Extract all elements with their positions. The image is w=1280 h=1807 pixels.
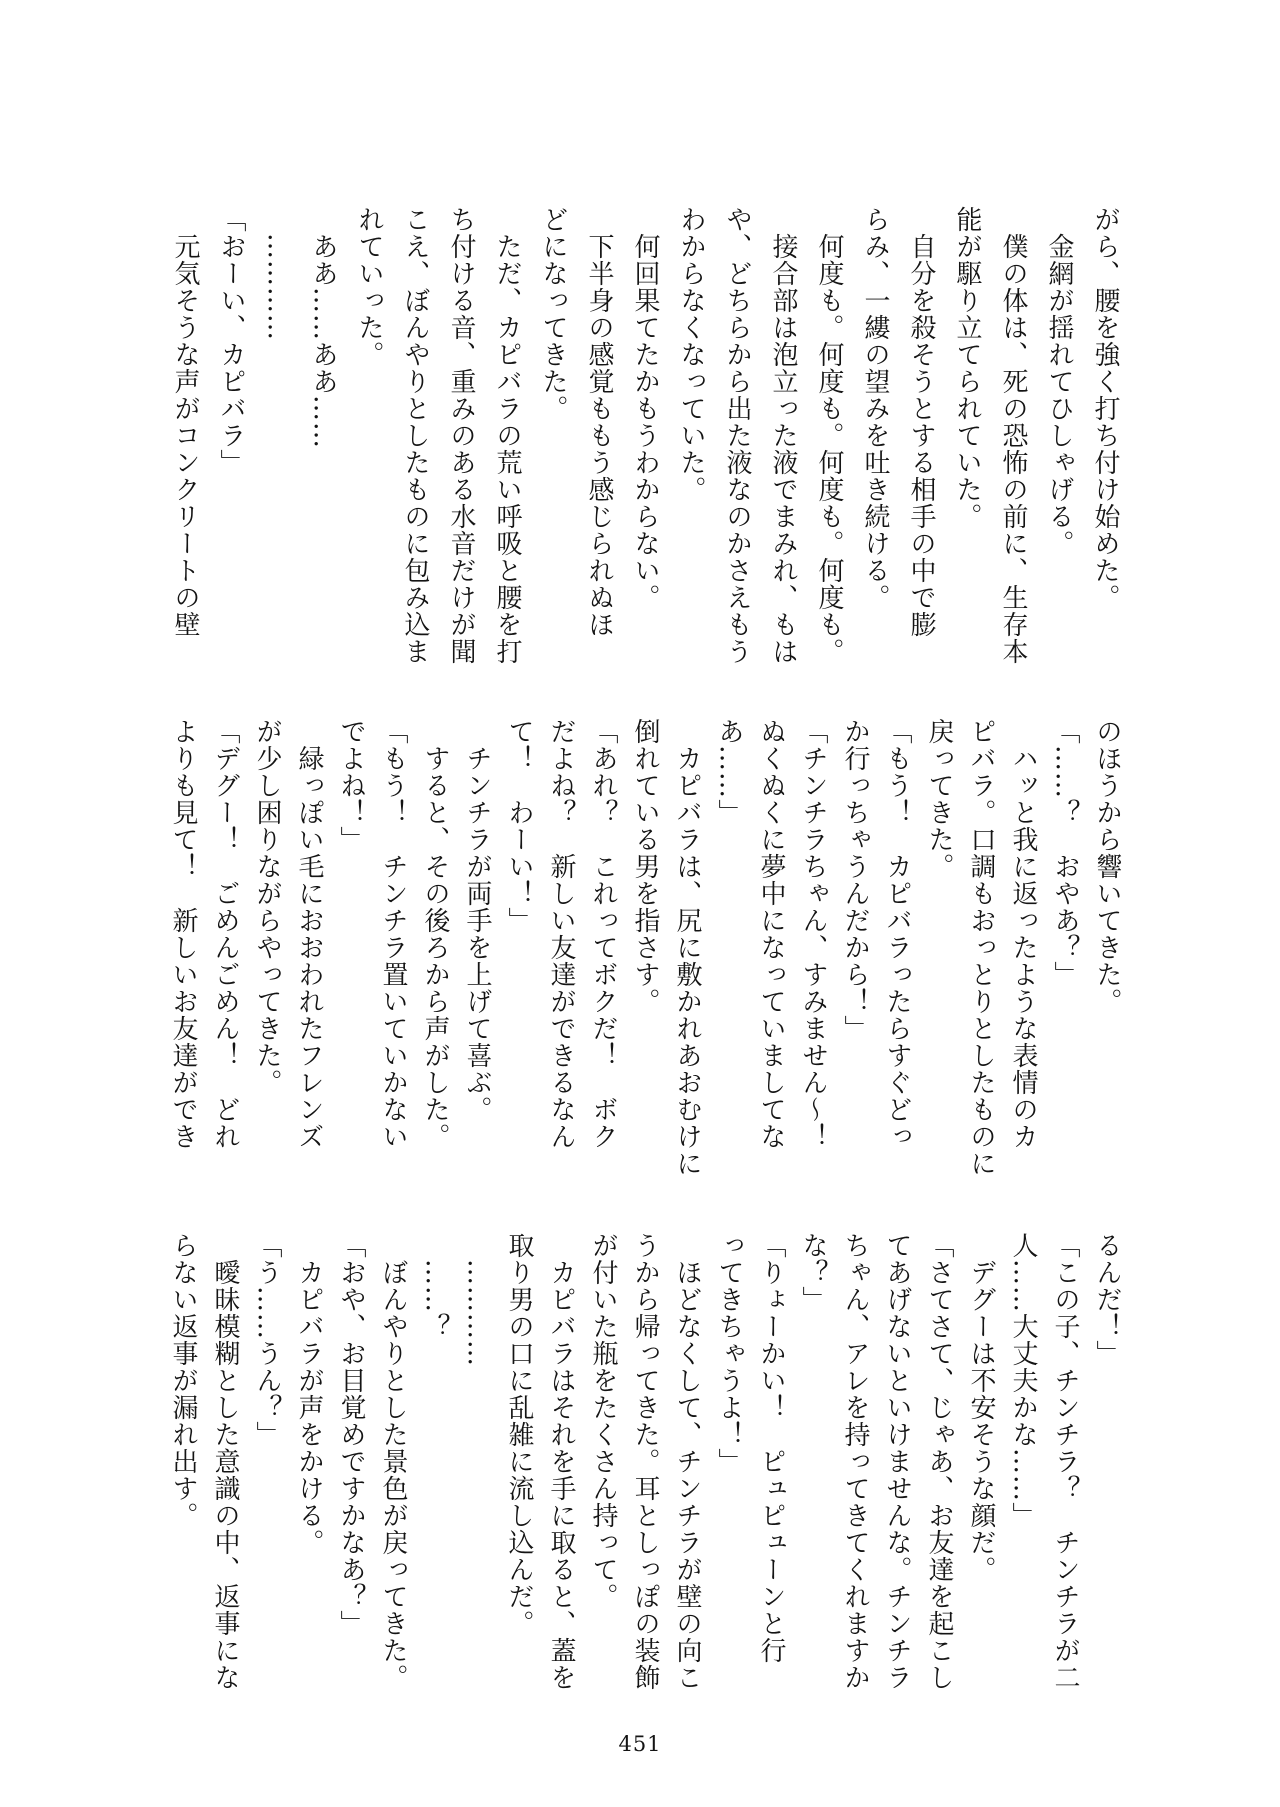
text-line: ちゃん、アレを持ってきてくれますか <box>840 1232 870 1691</box>
text-line: ピバラ。口調もおっとりとしたものに <box>966 718 996 1177</box>
text-line: 「デグー！ ごめんごめん！ どれ <box>210 718 240 1150</box>
text-line: 自分を殺そうとする相手の中で膨 <box>906 233 936 638</box>
text-line: ち付ける音、重みのある水音だけが聞 <box>446 206 476 665</box>
text-line: ほどなくして、チンチラが壁の向こ <box>672 1259 702 1691</box>
text-line: ああ……ああ…… <box>308 233 338 449</box>
text-line: 「あれ？ これってボクだ！ ボク <box>588 718 618 1150</box>
text-line: 「……？ おやあ？」 <box>1050 718 1080 988</box>
text-line: カピバラは、尻に敷かれあおむけに <box>672 745 702 1177</box>
text-line: デグーは不安そうな顔だ。 <box>966 1259 996 1583</box>
text-line: るんだ！」 <box>1092 1232 1122 1367</box>
text-line: ………… <box>262 233 292 341</box>
text-line: ………… <box>462 1259 492 1367</box>
text-line: 何回果てたかもうわからない。 <box>630 233 660 611</box>
page-number: 451 <box>618 1732 662 1756</box>
text-line: 「もう！ カピバラったらすぐどっ <box>882 718 912 1150</box>
text-line: 曖昧模糊とした意識の中、返事にな <box>210 1259 240 1691</box>
text-line: て！ わーい！」 <box>504 718 534 934</box>
text-line: 緑っぽい毛におおわれたフレンズ <box>294 745 324 1150</box>
text-line: 「おーい、カピバラ」 <box>216 206 246 476</box>
text-line: あ……」 <box>714 718 744 826</box>
text-line: カピバラが声をかける。 <box>294 1259 324 1556</box>
text-line: 金網が揺れてひしゃげる。 <box>1044 233 1074 557</box>
text-line: が少し困りながらやってきた。 <box>252 718 282 1096</box>
text-line: が付いた瓶をたくさん持って。 <box>588 1232 618 1610</box>
text-line: や、どちらから出た液なのかさえもう <box>722 206 752 665</box>
text-line: 人……大丈夫かな……」 <box>1008 1232 1038 1529</box>
text-line: 「う……うん？」 <box>252 1232 282 1448</box>
text-line: らみ、一縷の望みを吐き続ける。 <box>860 206 890 611</box>
text-line: な？」 <box>798 1232 828 1313</box>
text-line: わからなくなっていた。 <box>676 206 706 503</box>
text-line: 下半身の感覚ももう感じられぬほ <box>584 233 614 638</box>
text-line: こえ、ぼんやりとしたものに包み込ま <box>400 206 430 665</box>
text-line: 「さてさて、じゃあ、お友達を起こし <box>924 1232 954 1691</box>
text-block-bottom <box>162 1232 1128 1702</box>
text-line: 元気そうな声がコンクリートの壁 <box>170 233 200 638</box>
text-line: よりも見て！ 新しいお友達ができ <box>168 718 198 1150</box>
text-line: れていった。 <box>354 206 384 368</box>
text-line: 僕の体は、死の恐怖の前に、生存本 <box>998 233 1028 665</box>
text-line: でよね！」 <box>336 718 366 853</box>
text-line: どになってきた。 <box>538 206 568 422</box>
text-line: らない返事が漏れ出す。 <box>168 1232 198 1529</box>
text-line: 能が駆り立てられていた。 <box>952 206 982 530</box>
text-line: 接合部は泡立った液でまみれ、もは <box>768 233 798 665</box>
text-line: ぼんやりとした景色が戻ってきた。 <box>378 1259 408 1691</box>
text-line: ……？ <box>420 1259 450 1340</box>
text-line: か行っちゃうんだから！」 <box>840 718 870 1042</box>
text-line: ってきちゃうよ！」 <box>714 1232 744 1475</box>
text-line: だよね？ 新しい友達ができるなん <box>546 718 576 1150</box>
text-line: 「りょーかい！ ピュピューンと行 <box>756 1232 786 1664</box>
text-line: のほうから響いてきた。 <box>1092 718 1122 1015</box>
text-line: すると、その後ろから声がした。 <box>420 745 450 1150</box>
text-line: ただ、カピバラの荒い呼吸と腰を打 <box>492 233 522 665</box>
text-line: 「チンチラちゃん、すみません～！ <box>798 718 828 1150</box>
text-line: チンチラが両手を上げて喜ぶ。 <box>462 745 492 1123</box>
text-line: ハッと我に返ったような表情のカ <box>1008 745 1038 1150</box>
text-line: 倒れている男を指さす。 <box>630 718 660 1015</box>
text-line: カピバラはそれを手に取ると、蓋を <box>546 1259 576 1691</box>
text-line: 「この子、チンチラ？ チンチラが二 <box>1050 1232 1080 1691</box>
text-line: 戻ってきた。 <box>924 718 954 880</box>
text-line: 取り男の口に乱雑に流し込んだ。 <box>504 1232 534 1637</box>
text-block-middle <box>162 718 1128 1188</box>
text-line: 何度も。何度も。何度も。何度も。 <box>814 233 844 665</box>
text-line: 「おや、お目覚めですかなあ？」 <box>336 1232 366 1637</box>
text-line: うから帰ってきた。耳としっぽの装飾 <box>630 1232 660 1691</box>
text-line: てあげないといけませんな。チンチラ <box>882 1232 912 1691</box>
text-line: がら、腰を強く打ち付け始めた。 <box>1090 206 1120 611</box>
text-line: ぬくぬくに夢中になっていましてな <box>756 718 786 1150</box>
text-block-top <box>162 206 1128 676</box>
text-line: 「もう！ チンチラ置いていかない <box>378 718 408 1150</box>
